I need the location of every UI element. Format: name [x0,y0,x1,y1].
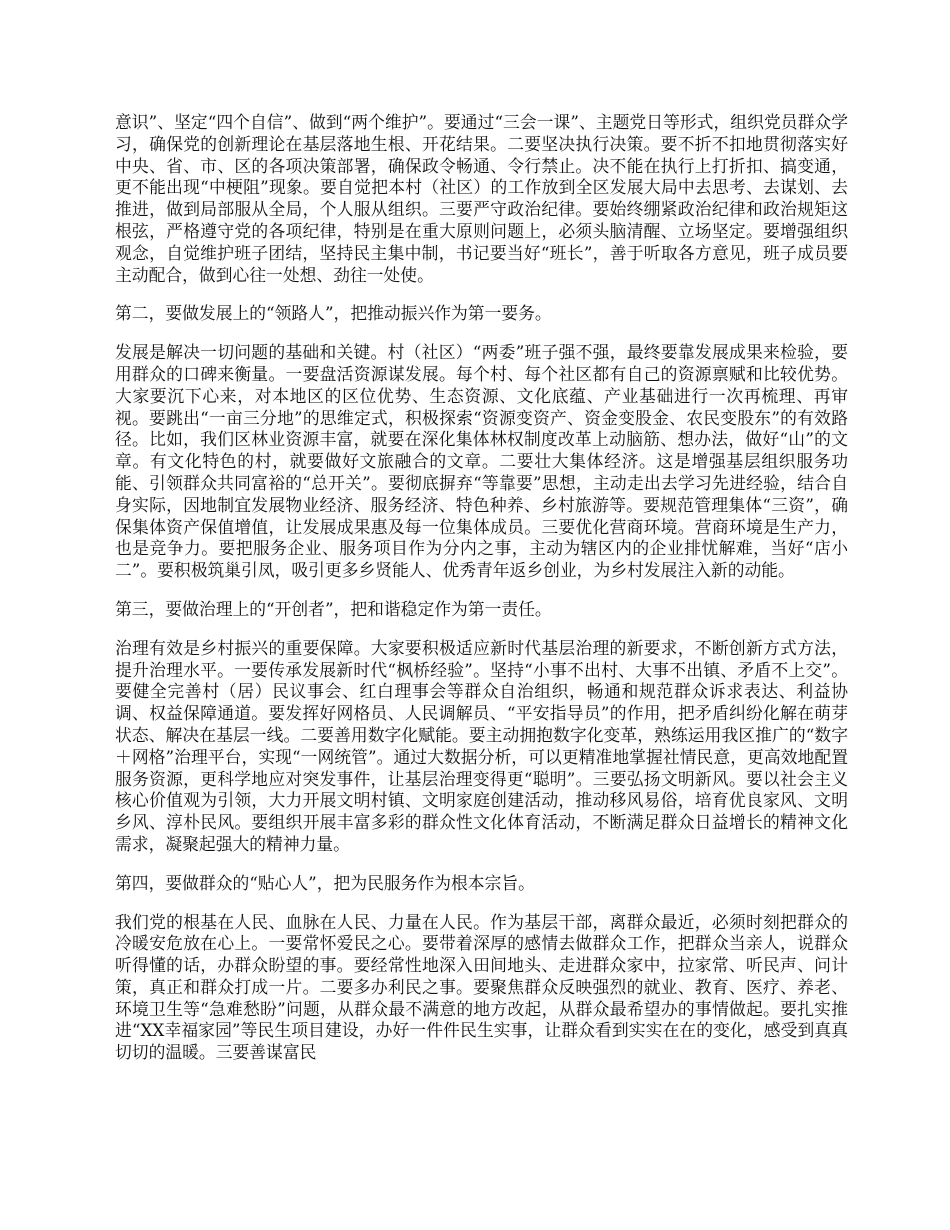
heading-second-point: 第二，要做发展上的“领路人”，把推动振兴作为第一要务。 [115,303,552,324]
heading-third-point: 第三，要做治理上的“开创者”，把和谐稳定作为第一责任。 [115,598,552,619]
heading-fourth-point: 第四，要做群众的“贴心人”，把为民服务作为根本宗旨。 [115,872,535,893]
paragraph-serving-people: 我们党的根基在人民、血脉在人民、力量在人民。作为基层干部，离群众最近，必须时刻把群众的冷暖安危放在心上。一要常怀爱民之心。要带着深厚的感情去做群众工作，把群众当亲人，说群众听得懂的话，办群众盼望的事。要经常性地深入田间地头、走进群众家中，拉家常、听民声、问计策，真正和群众打成一片。二要多办利民之事。要聚焦群众反映强烈的就业、教育、医疗、养老、环境卫生等“急难愁盼”问题，从群众最不满意的地方改起，从群众最希望办的事情做起。要扎实推进“XX幸福家园”等民生项目建设，办好一件件民生实事，让群众看到实实在在的变化，感受到真真切切的温暖。三要善谋富民 [115,911,848,1063]
paragraph-political-discipline: 意识”、坚定“四个自信”、做到“两个维护”。要通过“三会一课”、主题党日等形式，组织党员群众学习，确保党的创新理论在基层落地生根、开花结果。二要坚决执行决策。要不折不扣地贯彻落实好中央、省、市、区的各项决策部署，确保政令畅通、令行禁止。决不能在执行上打折扣、搞变通，更不能出现“中梗阻”现象。要自觉把本村（社区）的工作放到全区发展大局中去思考、去谋划、去推进，做到局部服从全局，个人服从组织。三要严守政治纪律。要始终绷紧政治纪律和政治规矩这根弦，严格遵守党的各项纪律，特别是在重大原则问题上，必须头脑清醒、立场坚定。要增强组织观念，自觉维护班子团结，坚持民主集中制，书记要当好“班长”，善于听取各方意见，班子成员要主动配合，做到心往一处想、劲往一处使。 [115,112,848,285]
paragraph-governance: 治理有效是乡村振兴的重要保障。大家要积极适应新时代基层治理的新要求，不断创新方式方法，提升治理水平。一要传承发展新时代“枫桥经验”。坚持“小事不出村、大事不出镇、矛盾不上交”。要健全完善村（居）民议事会、红白理事会等群众自治组织，畅通和规范群众诉求表达、利益协调、权益保障通道。要发挥好网格员、人民调解员、“平安指导员”的作用，把矛盾纠纷化解在萌芽状态、解决在基层一线。二要善用数字化赋能。要主动拥抱数字化变革，熟练运用我区推广的“数字＋网格”治理平台，实现“一网统管”。通过大数据分析，可以更精准地掌握社情民意，更高效地配置服务资源，更科学地应对突发事件，让基层治理变得更“聪明”。三要弘扬文明新风。要以社会主义核心价值观为引领，大力开展文明村镇、文明家庭创建活动，推动移风易俗，培育优良家风、文明乡风、淳朴民风。要组织开展丰富多彩的群众性文化体育活动，不断满足群众日益增长的精神文化需求，凝聚起强大的精神力量。 [115,637,848,854]
document-body [115,112,848,1064]
paragraph-development: 发展是解决一切问题的基础和关键。村（社区）“两委”班子强不强，最终要靠发展成果来检验，要用群众的口碑来衡量。一要盘活资源谋发展。每个村、每个社区都有自己的资源禀赋和比较优势。大家要沉下心来，对本地区的区位优势、生态资源、文化底蕴、产业基础进行一次再梳理、再审视。要跳出“一亩三分地”的思维定式，积极探索“资源变资产、资金变股金、农民变股东”的有效路径。比如，我们区林业资源丰富，就要在深化集体林权制度改革上动脑筋、想办法，做好“山”的文章。有文化特色的村，就要做好文旅融合的文章。二要壮大集体经济。这是增强基层组织服务功能、引领群众共同富裕的“总开关”。要彻底摒弃“等靠要”思想，主动走出去学习先进经验，结合自身实际，因地制宜发展物业经济、服务经济、特色种养、乡村旅游等。要规范管理集体“三资”，确保集体资产保值增值，让发展成果惠及每一位集体成员。三要优化营商环境。营商环境是生产力，也是竞争力。要把服务企业、服务项目作为分内之事，主动为辖区内的企业排忧解难，当好“店小二”。要积极筑巢引凤，吸引更多乡贤能人、优秀青年返乡创业，为乡村发展注入新的动能。 [115,342,848,581]
